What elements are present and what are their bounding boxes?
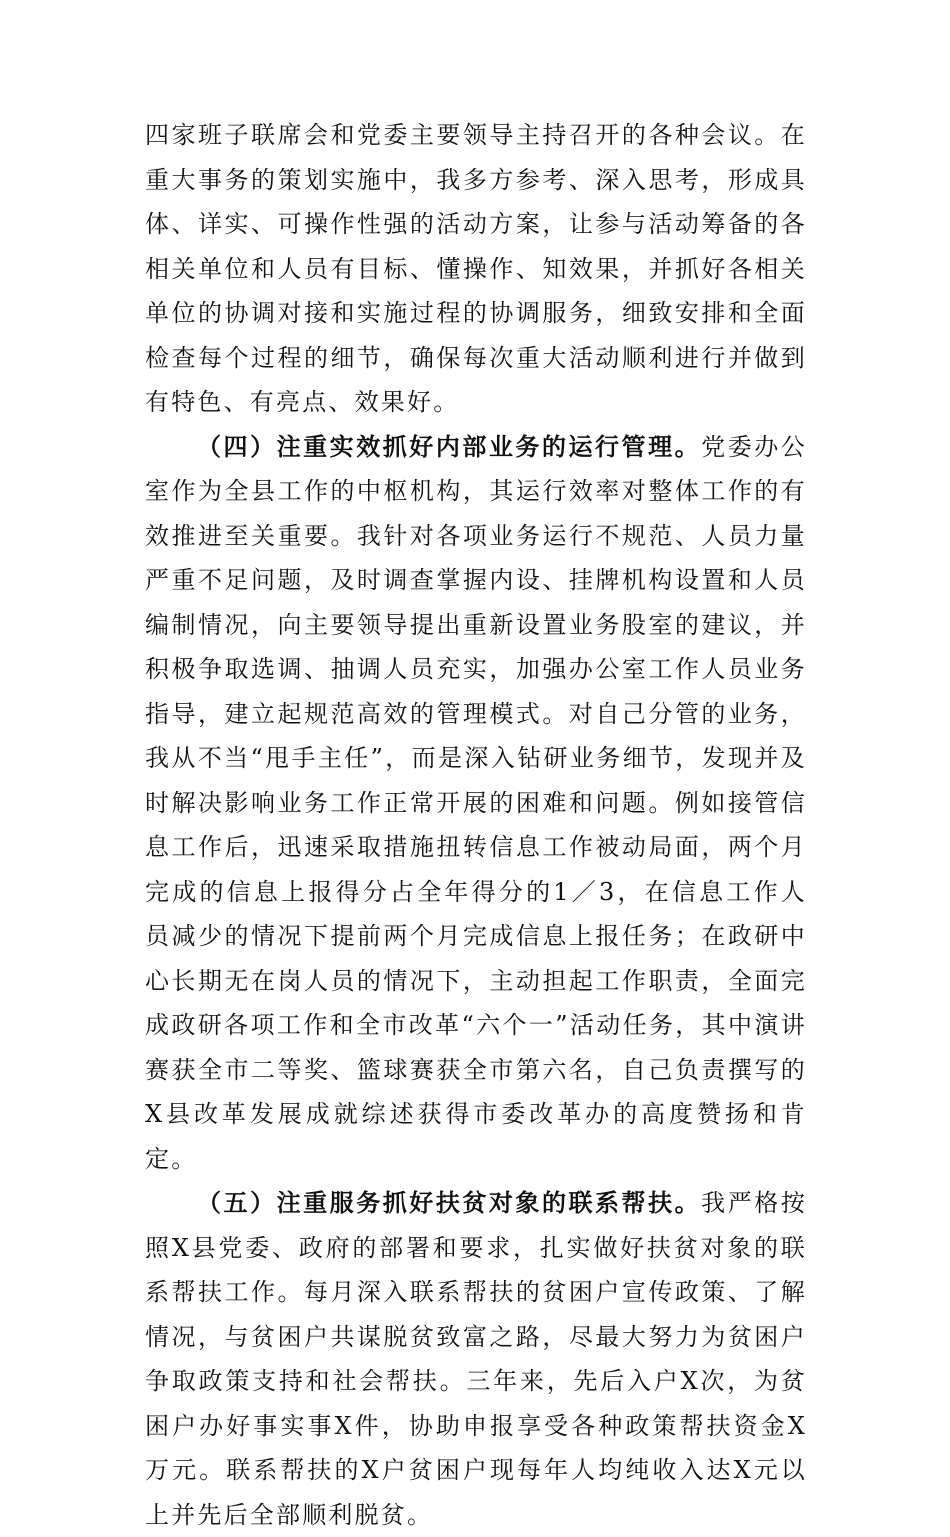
section-heading: （四）注重实效抓好内部业务的运行管理。 [197,431,702,461]
paragraph-body: 四家班子联席会和党委主要领导主持召开的各种会议。在重大事务的策划实施中，我多方参考、深入思考，形成具体、详实、可操作性强的活动方案，让参与活动筹备的各相关单位和人员有目标、懂操作、知效果，并抓好各相关单位的协调对接和实施过程的协调服务，细致安排和全面检查每个过程的细节，确保每次重大活动顺利进行并做到有特色、有亮点、效果好。 [145,121,807,416]
paragraph-body: 党委办公室作为全县工作的中枢机构，其运行效率对整体工作的有效推进至关重要。我针对各项业务运行不规范、人员力量严重不足问题，及时调查掌握内设、挂牌机构设置和人员编制情况，向主要领导提出重新设置业务股室的建议，并积极争取选调、抽调人员充实，加强办公室工作人员业务指导，建立起规范高效的管理模式。对自己分管的业务，我从不当“甩手主任”，而是深入钻研业务细节，发现并及时解决影响业务工作正常开展的困难和问题。例如接管信息工作后，迅速采取措施扭转信息工作被动局面，两个月完成的信息上报得分占全年得分的1／3，在信息工作人员减少的情况下提前两个月完成信息上报任务；在政研中心长期无在岗人员的情况下，主动担起工作职责，全面完成政研各项工作和全市改革“六个一”活动任务，其中演讲赛获全市二等奖、篮球赛获全市第六名，自己负责撰写的X县改革发展成就综述获得市委改革办的高度赞扬和肯定。 [145,432,807,1173]
document-body [145,113,807,1537]
paragraph-section-4 [145,425,807,1182]
paragraph-section-5 [145,1181,807,1537]
paragraph-continuation [145,113,807,425]
paragraph-body: 我严格按照X县党委、政府的部署和要求，扎实做好扶贫对象的联系帮扶工作。每月深入联系帮扶的贫困户宣传政策、了解情况，与贫困户共谋脱贫致富之路，尽最大努力为贫困户争取政策支持和社会帮扶。三年来，先后入户X次，为贫困户办好事实事X件，协助申报享受各种政策帮扶资金X万元。联系帮扶的X户贫困户现每年人均纯收入达X元以上并先后全部顺利脱贫。 [145,1189,807,1529]
section-heading: （五）注重服务抓好扶贫对象的联系帮扶。 [197,1188,702,1217]
